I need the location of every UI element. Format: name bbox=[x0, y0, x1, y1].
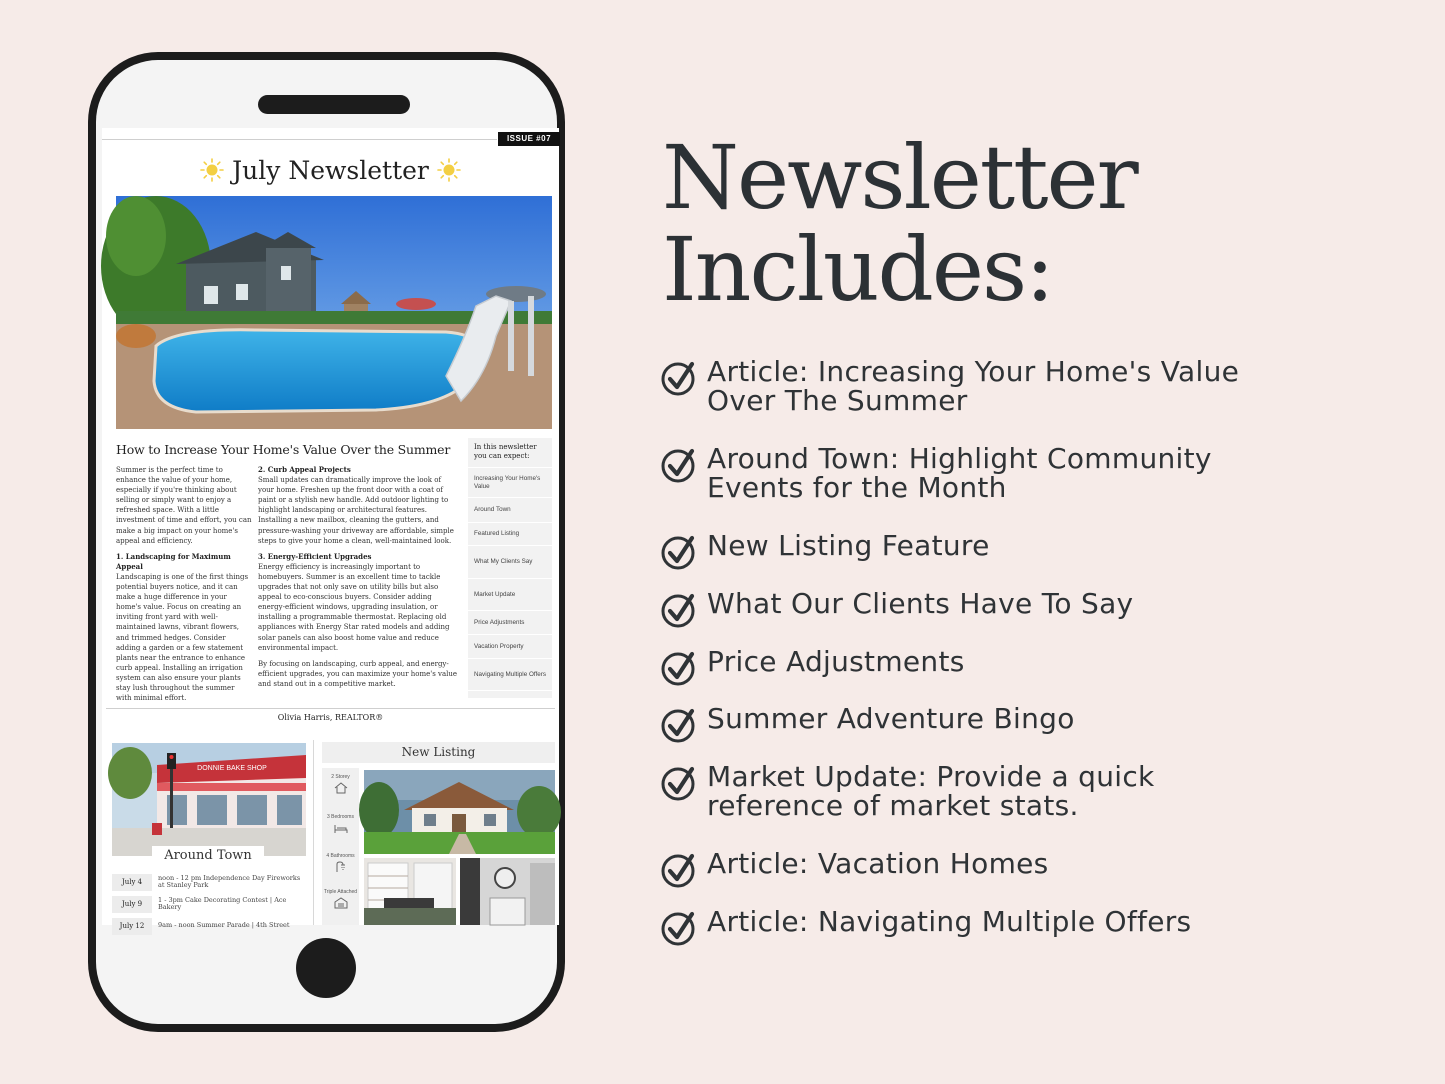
around-town-photo bbox=[112, 743, 306, 856]
house-exterior-illustration bbox=[364, 770, 555, 854]
include-item bbox=[660, 704, 1075, 743]
article-paragraph: Summer is the perfect time to enhance the value of your home, especially if you're thinking about selling or simply want to enjoy a refreshed space. With a little investment of time and effort, you can make a big impact on your home's appeal and efficiency. bbox=[116, 466, 252, 545]
checkmark-circle-icon bbox=[660, 650, 696, 686]
include-item bbox=[660, 762, 1155, 820]
top-rule bbox=[102, 139, 497, 140]
issue-badge: ISSUE #07 bbox=[498, 132, 560, 146]
include-item-text: What Our Clients Have To Say bbox=[707, 587, 1134, 620]
includes-checklist bbox=[660, 0, 1420, 1084]
event-row bbox=[112, 894, 306, 914]
table-of-contents bbox=[468, 438, 552, 698]
interior-illustration bbox=[364, 858, 456, 925]
checkmark-circle-icon bbox=[660, 910, 696, 946]
include-item bbox=[660, 357, 1239, 415]
spec-bathrooms: 4 Bathrooms bbox=[322, 853, 359, 878]
phone-screen bbox=[102, 128, 559, 930]
include-item bbox=[660, 444, 1212, 502]
heading-line: Includes: bbox=[662, 218, 1053, 321]
house-icon bbox=[334, 782, 348, 794]
toc-item[interactable]: Around Town bbox=[468, 498, 552, 523]
newsletter-title: July Newsletter bbox=[232, 155, 429, 185]
toc-item[interactable]: Price Adjustments bbox=[468, 611, 552, 635]
spec-bedrooms: 3 Bedrooms bbox=[322, 814, 359, 839]
event-text: noon - 12 pm Independence Day Fireworks at Stanley Park bbox=[158, 873, 301, 889]
hero-photo-pool bbox=[116, 196, 552, 429]
event-row bbox=[112, 916, 306, 936]
storefront-sign: DONNIE BAKE SHOP bbox=[197, 765, 267, 772]
include-item-text: Market Update: Provide a quick bbox=[707, 760, 1155, 793]
article-paragraph: By focusing on landscaping, curb appeal, and energy-efficient upgrades, you can maximize your home's value and stand out in a competitive market. bbox=[258, 659, 458, 688]
checkmark-circle-icon bbox=[660, 447, 696, 483]
article-paragraph: 1. Landscaping for Maximum Appeal Landscaping is one of the first things potential buyers notice, and it can make a huge difference in your home's value. Focus on creating an inviting front yard with well-maintained lawns, vibrant flowers, and trimmed hedges. Consider adding a garden or a few statement plants near the entrance to enhance curb appeal. Installing an irrigation system can also ensure your plants stay lush throughout the summer with minimal effort. bbox=[116, 551, 249, 703]
include-item-text: Over The Summer bbox=[707, 384, 968, 417]
event-text: 9am - noon Summer Parade | 4th Street bbox=[158, 921, 290, 930]
include-item-text: Article: Navigating Multiple Offers bbox=[707, 905, 1192, 938]
phone-speaker bbox=[258, 95, 410, 114]
event-row bbox=[112, 872, 306, 892]
include-item-text: reference of market stats. bbox=[707, 789, 1079, 822]
checkmark-circle-icon bbox=[660, 592, 696, 628]
include-item bbox=[660, 849, 1049, 888]
bed-icon bbox=[334, 822, 348, 834]
section-divider bbox=[313, 740, 314, 925]
event-date: July 12 bbox=[112, 918, 152, 935]
phone-home-button[interactable] bbox=[296, 938, 356, 998]
toc-item[interactable]: Market Update bbox=[468, 579, 552, 611]
toc-heading: In this newsletter you can expect: bbox=[468, 438, 552, 468]
checkmark-circle-icon bbox=[660, 707, 696, 743]
shower-icon bbox=[334, 861, 348, 873]
include-item-text: New Listing Feature bbox=[707, 529, 990, 562]
article-column-2 bbox=[258, 465, 458, 705]
article-title: How to Increase Your Home's Value Over the Summer bbox=[116, 442, 451, 457]
spec-garage: Triple Attached bbox=[322, 889, 359, 914]
listing-photo-bathroom bbox=[460, 858, 555, 925]
include-item-text: Article: Increasing Your Home's Value bbox=[707, 355, 1240, 388]
checkmark-circle-icon bbox=[660, 534, 696, 570]
include-item-text: Article: Vacation Homes bbox=[707, 847, 1049, 880]
toc-item[interactable]: Increasing Your Home's Value bbox=[468, 468, 552, 498]
listing-photo-exterior bbox=[364, 770, 555, 854]
garage-icon bbox=[334, 897, 348, 909]
spec-storey: 2 Storey bbox=[322, 774, 359, 799]
include-item bbox=[660, 531, 990, 570]
include-item bbox=[660, 589, 1133, 628]
event-date: July 4 bbox=[112, 874, 152, 891]
bathroom-illustration bbox=[460, 858, 555, 925]
checkmark-circle-icon bbox=[660, 765, 696, 801]
article-paragraph: 3. Energy-Efficient Upgrades Energy efficiency is increasingly important to homebuyers. Summer is an excellent time to tackle upgrades that not only save on utility bills but also appeal to eco-conscious buyers. Consider adding energy-efficient windows, upgrading insulation, or installing a programmable thermostat. Replacing old appliances with Energy Star rated models and adding solar panels can also boost home value and reduce environmental impact. bbox=[258, 551, 450, 652]
phone-mockup bbox=[88, 52, 565, 1032]
include-item-text: Price Adjustments bbox=[707, 645, 965, 678]
author-divider bbox=[106, 708, 555, 709]
event-date: July 9 bbox=[112, 896, 152, 913]
toc-item[interactable]: Navigating Multiple Offers bbox=[468, 659, 552, 691]
new-listing-label: New Listing bbox=[322, 742, 555, 763]
checkmark-circle-icon bbox=[660, 852, 696, 888]
checkmark-circle-icon bbox=[660, 360, 696, 396]
include-item-text: Summer Adventure Bingo bbox=[707, 702, 1075, 735]
article-paragraph: 2. Curb Appeal Projects Small updates can dramatically improve the look of your home. Freshen up the front door with a coat of paint or a stylish new handle. Add outdoor lighting to highlight landscaping or architectural features. Installing a new mailbox, cleaning the gutters, and pressure-washing your driveway are affordable, simple steps to give your home a clean, well-maintained look. bbox=[258, 465, 454, 545]
around-town-label: Around Town bbox=[152, 846, 264, 866]
include-item bbox=[660, 647, 965, 686]
article-column-1 bbox=[116, 465, 252, 705]
storefront-illustration bbox=[112, 743, 306, 856]
include-item-text: Around Town: Highlight Community bbox=[707, 442, 1212, 475]
pool-illustration bbox=[116, 196, 552, 429]
toc-item[interactable]: Featured Listing bbox=[468, 523, 552, 546]
newsletter-title-row bbox=[102, 150, 559, 190]
sun-icon bbox=[200, 158, 224, 182]
toc-item[interactable]: Vacation Property bbox=[468, 635, 552, 659]
phone-body bbox=[96, 60, 557, 1024]
include-item-text: Events for the Month bbox=[707, 471, 1007, 504]
sun-icon bbox=[437, 158, 461, 182]
listing-specs bbox=[322, 768, 359, 925]
include-item bbox=[660, 907, 1191, 946]
author-signature: Olivia Harris, REALTOR® bbox=[277, 713, 384, 722]
heading-line: Newsletter bbox=[662, 126, 1137, 229]
toc-item[interactable]: What My Clients Say bbox=[468, 546, 552, 579]
listing-photo-interior bbox=[364, 858, 456, 925]
event-text: 1 - 3pm Cake Decorating Contest | Ace Bakery bbox=[158, 895, 287, 911]
